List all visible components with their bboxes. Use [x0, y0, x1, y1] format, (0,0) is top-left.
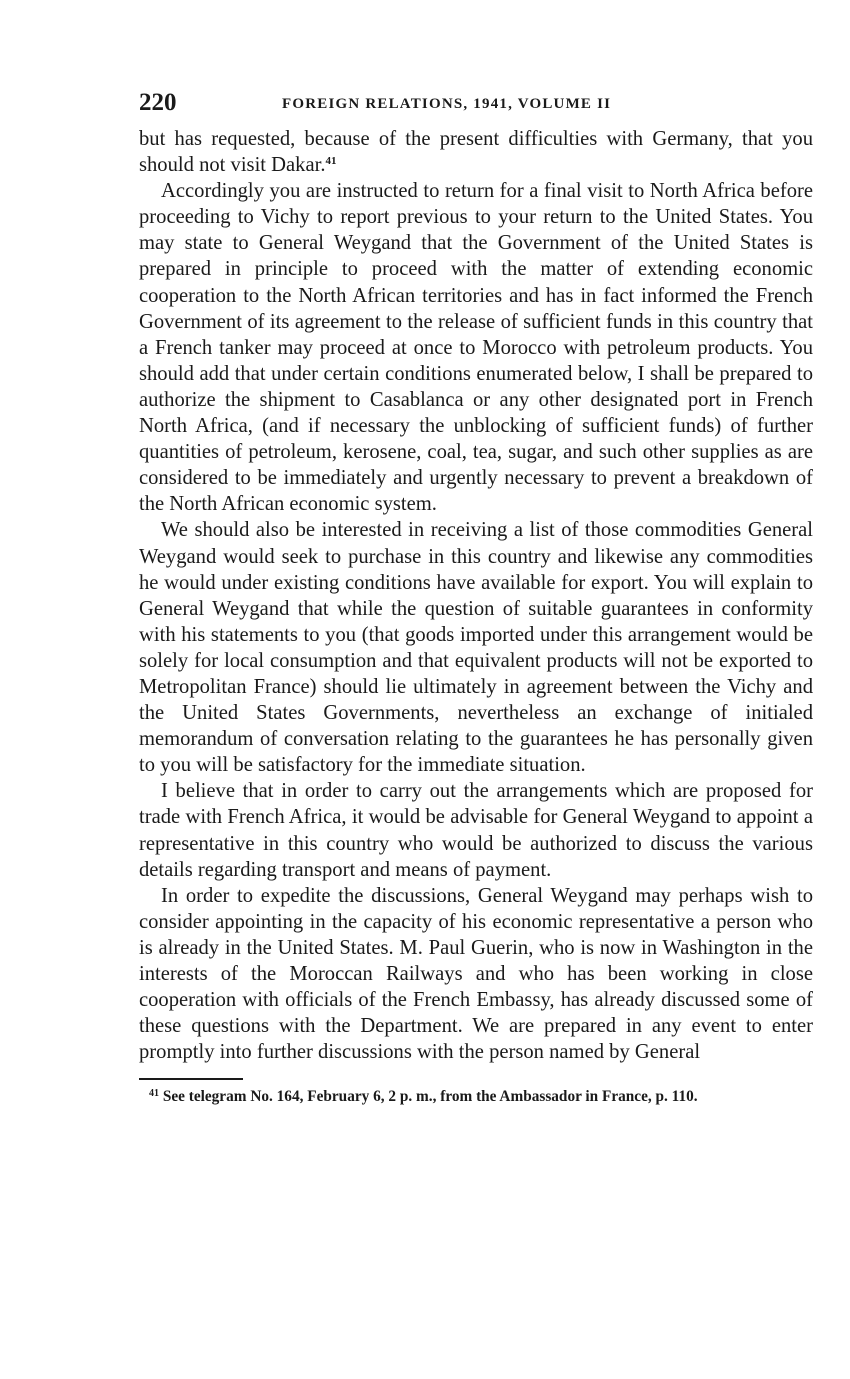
footnote-reference[interactable]: 41 — [325, 155, 337, 168]
paragraph-1 — [139, 126, 813, 178]
footnote — [139, 1087, 813, 1107]
footnote-divider — [139, 1078, 243, 1080]
paragraph-2: Accordingly you are instructed to return for a final visit to North Africa before proceeding to Vichy to report previous to your return to the United States. You may state to General Weygand that the Government of the United States is prepared in principle to proceed with the matter of extending economic cooperation to the North African territories and has in fact informed the French Government of its agreement to the release of sufficient funds in this country that a French tanker may proceed at once to Morocco with petroleum products. You should add that under certain conditions enumerated below, I shall be prepared to authorize the shipment to Casablanca or any other designated port in French North Africa, (and if necessary the unblocking of sufficient funds) of further quantities of petroleum, kerosene, coal, tea, sugar, and such other supplies as are considered to be immediately and urgently necessary to prevent a breakdown of the North African economic system. — [139, 180, 813, 516]
paragraph-4: I believe that in order to carry out the arrangements which are proposed for trade with French Africa, it would be advisable for General Weygand to appoint a representative in this country who would be authorized to discuss the various details regarding transport and means of payment. — [139, 780, 813, 881]
page-number: 220 — [139, 89, 177, 116]
document-page — [139, 88, 813, 1107]
footnote-text: See telegram No. 164, February 6, 2 p. m., from the Ambassador in France, p. 110. — [162, 1088, 698, 1106]
paragraph-3: We should also be interested in receiving a list of those commodities General Weygand would seek to purchase in this country and likewise any commodities he would under existing conditions have available for export. You will explain to General Weygand that while the question of suitable guarantees in conformity with his statements to you (that goods imported under this arrangement would be solely for local consumption and that equivalent products will not be exported to Metropolitan France) should lie ultimately in agreement between the Vichy and the United States Governments, nevertheless an exchange of initialed memorandum of conversation relating to the guarantees he has personally given to you will be satisfactory for the immediate situation. — [139, 519, 813, 777]
footnote-marker: 41 — [149, 1088, 159, 1100]
running-head — [139, 88, 813, 118]
paragraph-1-text: but has requested, because of the present difficulties with Germany, that you should not visit Dakar.$^{41}$ — [139, 128, 813, 177]
running-title: FOREIGN RELATIONS, 1941, VOLUME II — [282, 96, 612, 112]
paragraph-5: In order to expedite the discussions, General Weygand may perhaps wish to consider appointing in the capacity of his economic representative a person who is already in the United States. M. Paul Guerin, who is now in Washington in the interests of the Moroccan Railways and who has been working in close cooperation with officials of the French Embassy, has already discussed some of these questions with the Department. We are prepared in any event to enter promptly into further discussions with the person named by General — [139, 884, 813, 1064]
body-text — [139, 126, 813, 1065]
